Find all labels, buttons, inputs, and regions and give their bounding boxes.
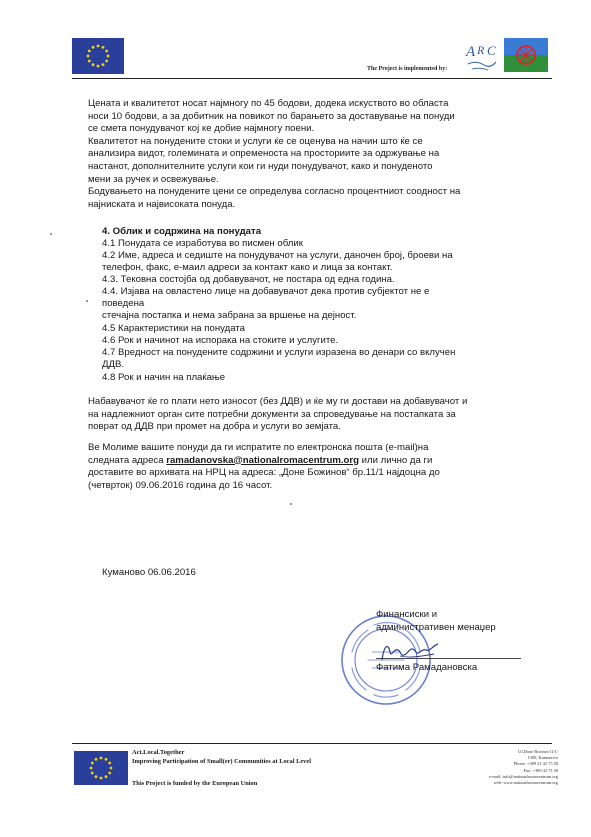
list-item: стечајна постапка и нема забрана за вршење на дејност. <box>102 310 357 321</box>
text-fragment: или лично да ги <box>359 454 433 466</box>
section-4-heading: 4. Облик и содржина на понудата <box>102 226 262 237</box>
list-item: 4.4. Изјава на овластено лице на добавувачот дека против субјектот не е <box>102 286 430 297</box>
text-fragment: следната адреса <box>88 454 167 466</box>
text-line: мени за ручек и освежување. <box>88 173 219 185</box>
text-line: се смета понудувачот кој ке добие најмногу поени. <box>88 123 315 135</box>
signature-line <box>376 658 521 659</box>
handwritten-signature <box>378 640 442 664</box>
eu-flag-logo <box>72 38 124 74</box>
list-item: 4.5 Карактеристики на понудата <box>102 323 245 334</box>
arc-logo <box>462 40 502 74</box>
text-line: на надлежниот орган сите потребни документи за спроведување на постапката за <box>88 408 456 420</box>
text-line: Квалитетот на понудените стоки и услуги ќе се оценува на начин што ќе се <box>88 135 423 147</box>
list-item: телефон, факс, е-маил адреси за контакт како и лица за контакт. <box>102 262 393 273</box>
header-divider <box>72 78 552 79</box>
scan-speck <box>86 300 88 302</box>
footer-project-name: Act.Local.Together <box>132 749 185 756</box>
text-line: Цената и квалитетот носат најмногу по 45 бодови, додека искуството во областа <box>88 98 449 109</box>
text-line <box>88 455 523 468</box>
contact-email[interactable]: e-mail: info@nationalromacentrum.org <box>488 773 558 779</box>
scan-speck <box>290 503 292 505</box>
svg-text:A: A <box>466 44 476 60</box>
scan-speck <box>50 233 52 235</box>
text-line: Ве Молиме вашите понуди да ги испратите по електронска пошта (e-mail)на <box>88 442 429 453</box>
list-item: 4.2 Име, адреса и седиште на понудувачот на услуги, даночен број, броеви на <box>102 250 453 261</box>
footer-project-subtitle: Improving Participation of Small(er) Communities at Local Level <box>132 758 311 765</box>
contact-address: Ul.Done Bozinov11/1/ <box>518 749 558 754</box>
list-item: ДДВ. <box>102 359 125 370</box>
text-line: доставите во архивата на НРЦ на адреса: „Доне Божинов“ бр.11/1 најдоцна до <box>88 467 440 479</box>
list-item: 4.8 Рок и начин на плаќање <box>102 372 226 383</box>
contact-fax: Fax: +389 42 75 58 <box>523 767 558 773</box>
list-item: 4.1 Понудата се изработува во писмен облик <box>102 238 303 249</box>
footer-funding-note: This Project is funded by the European Union <box>132 780 258 787</box>
list-item: 4.6 Рок и начинот на испорака на стоките и услугите. <box>102 335 339 346</box>
svg-text:C: C <box>487 43 496 58</box>
text-line: (четврток) 09.06.2016 година до 16 часот. <box>88 479 273 491</box>
place-date: Куманово 06.06.2016 <box>102 567 196 578</box>
list-item: 4.7 Вредност на понудените содржини и услуги изразена во денари со вклучен <box>102 347 456 358</box>
footer-divider <box>72 743 552 744</box>
text-line: настанот, дополнителните услуги кои ги нуди понудувачот, како и понуденото <box>88 160 433 172</box>
vat-paragraph <box>88 396 523 434</box>
text-line: носи 10 бодови, а за добитник на повикот по барањето за доставување на понуди <box>88 110 455 122</box>
footer-contact-block <box>420 749 558 786</box>
implemented-by-label: The Project is implemented by: <box>367 66 448 72</box>
text-line: анализира видот, големината и опременоста на просториите за одржување на <box>88 148 440 160</box>
contact-web[interactable]: web: www.nationalromacentrum.org <box>493 780 558 786</box>
text-line: поврат од ДДВ при промет на добра и услуги во земјата. <box>88 421 341 433</box>
svg-text:R: R <box>477 43 485 57</box>
submission-paragraph <box>88 442 523 492</box>
text-line: Бодувањето на понудените цени се определува согласно процентниот соодност на <box>88 186 461 198</box>
list-item: поведена <box>102 298 145 309</box>
signatory-title-line2: административен менаџер <box>376 622 496 633</box>
text-line: најниската и највисоката понуда. <box>88 198 236 210</box>
eu-flag-footer-logo <box>74 751 128 785</box>
email-link[interactable]: ramadanovska@nationalromacentrum.org <box>166 454 359 466</box>
text-line: Набавувачот ќе го плати нето износот (без ДДВ) и ќе му ги достави на добавувачот и <box>88 396 468 407</box>
contact-phone: Phone: +389 31 42 75 58 <box>513 761 558 767</box>
contact-city: 1300, Kumanovo <box>527 755 558 761</box>
signatory-title-line1: Финансиски и <box>376 609 438 620</box>
evaluation-paragraph <box>88 98 523 211</box>
signatory-name: Фатима Рамадановска <box>376 662 478 673</box>
list-item: 4.3. Тековна состојба од добавувачот, не постара од една година. <box>102 274 395 285</box>
roma-flag-logo <box>504 38 548 72</box>
